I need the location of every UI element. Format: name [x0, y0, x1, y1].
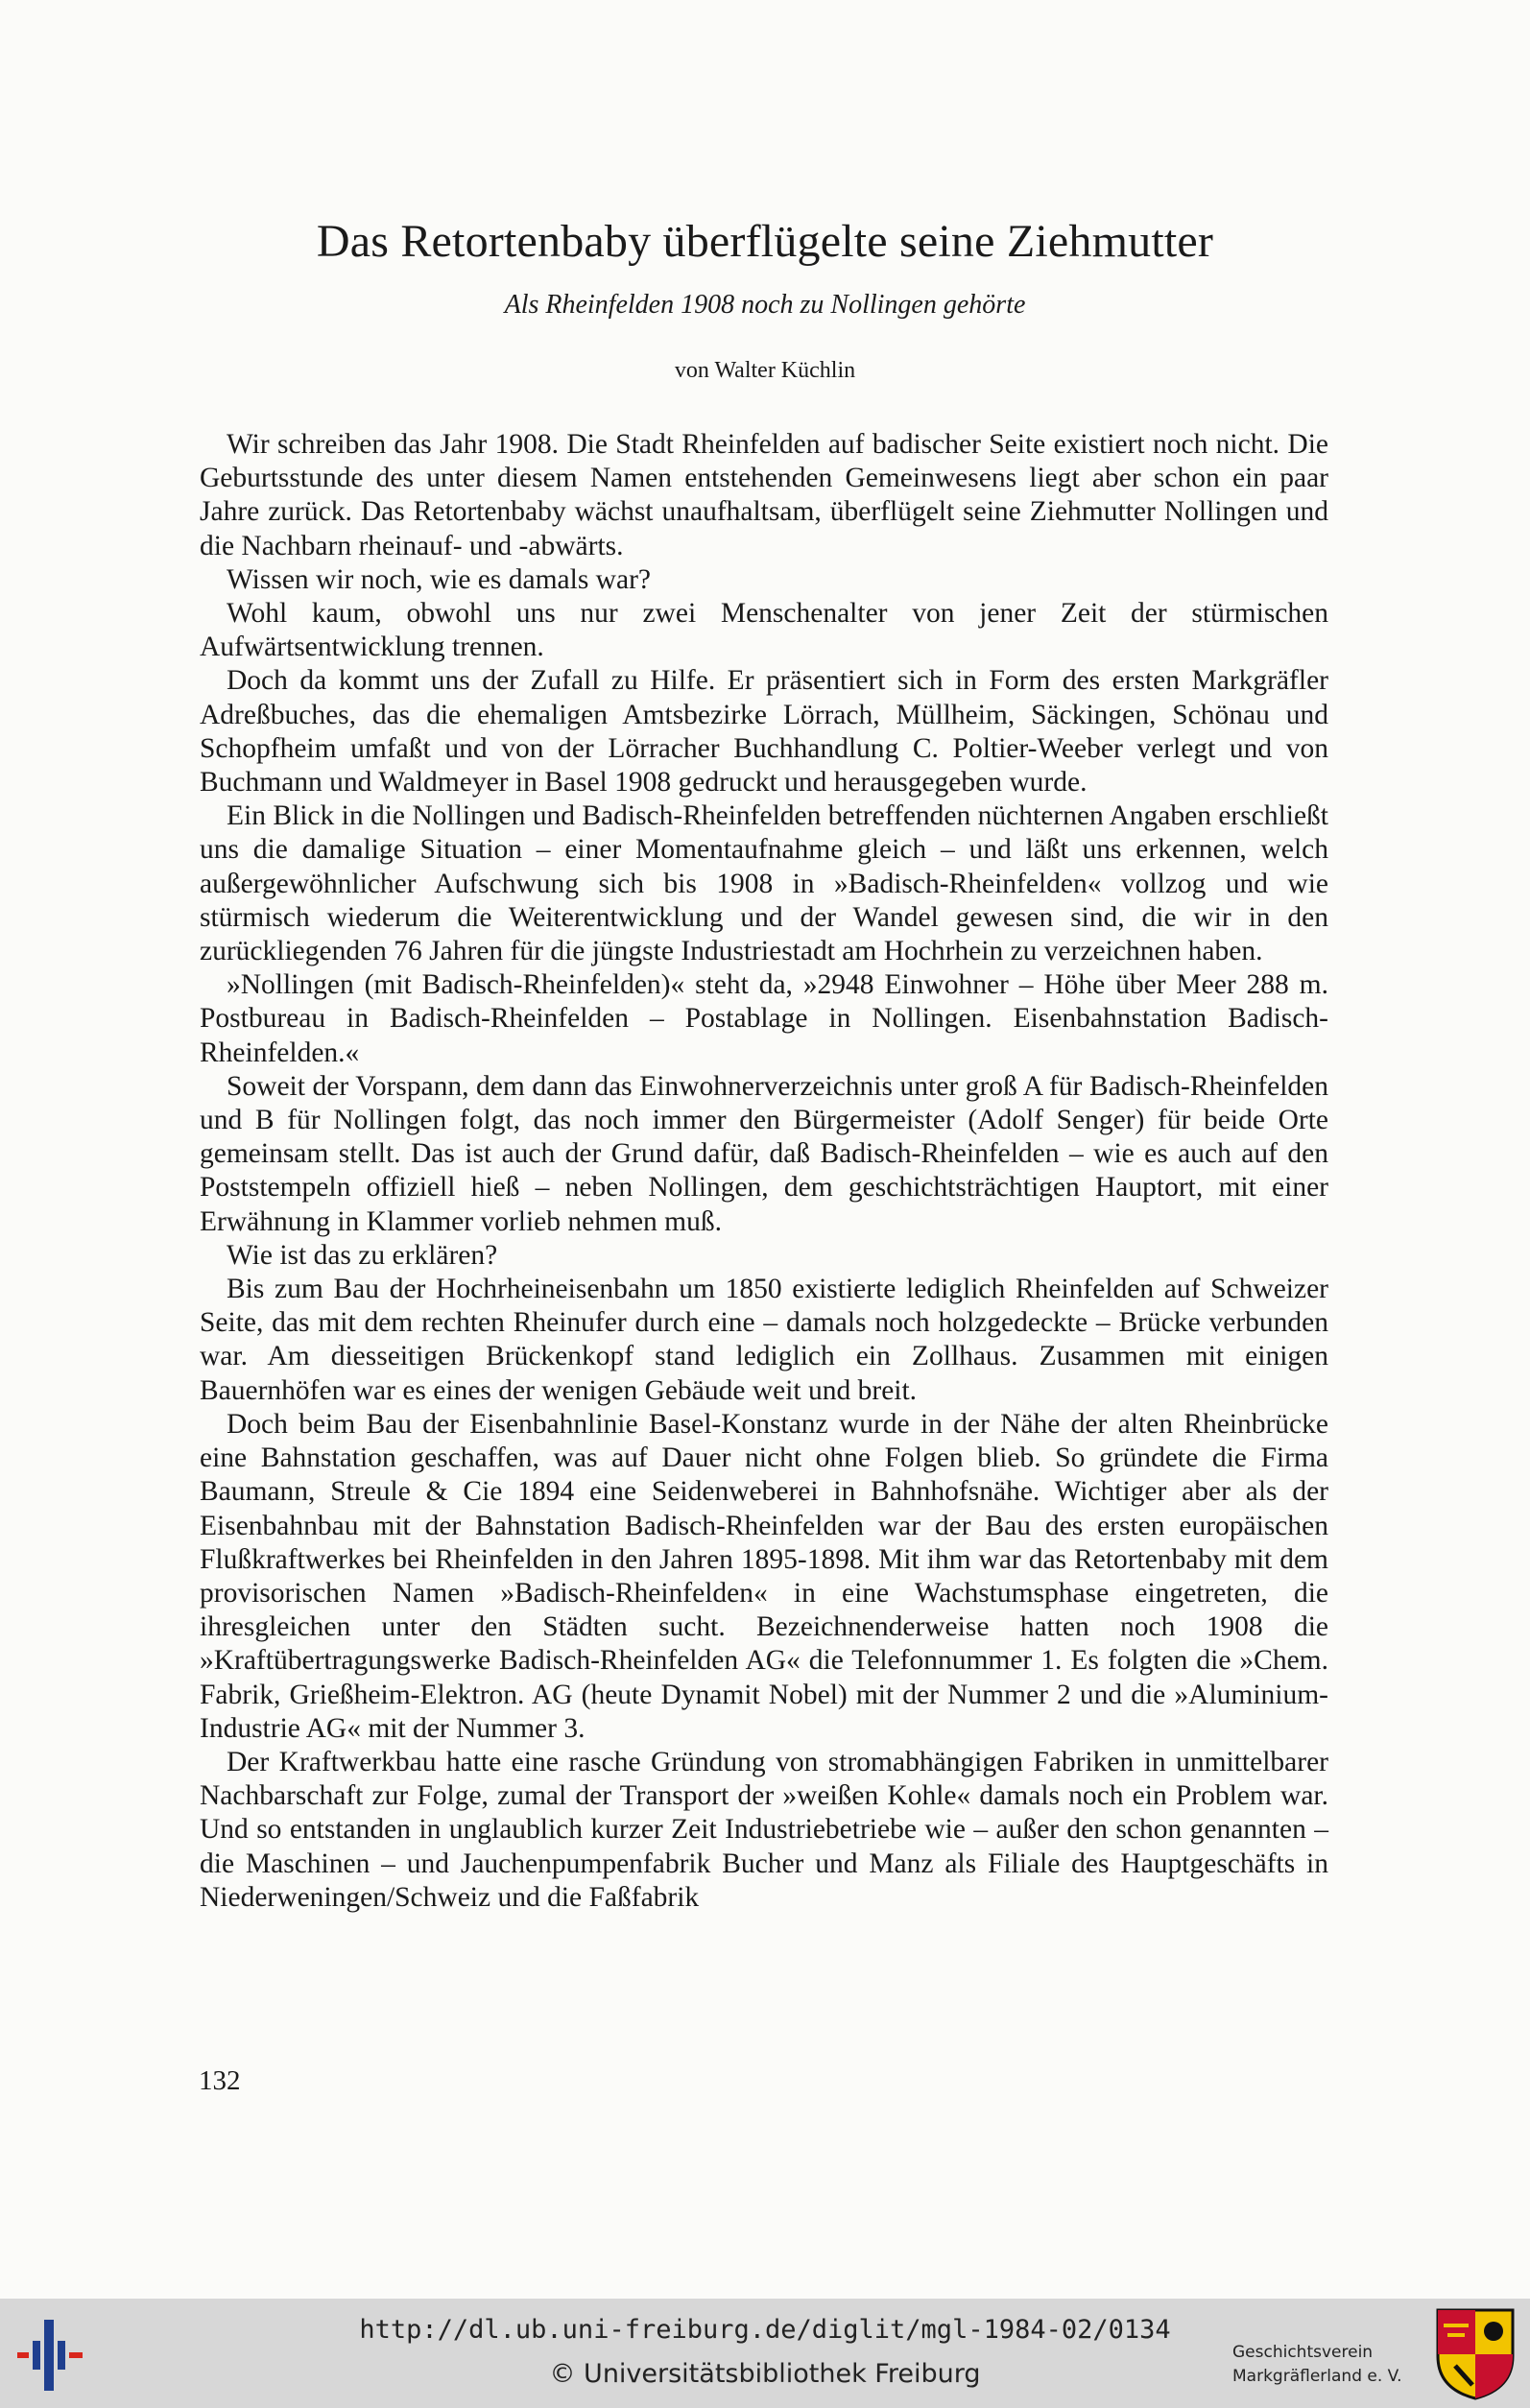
footer-bar [0, 2299, 1530, 2408]
paragraph: Wissen wir noch, wie es damals war? [227, 563, 651, 595]
society-name [1232, 2341, 1434, 2389]
page-number: 132 [199, 2065, 241, 2096]
paragraph: Doch da kommt uns der Zufall zu Hilfe. Er präsentiert sich in Form des ersten Markgräfler Adreßbuches, das die ehemaligen Amtsbezirke Lörrach, Müllheim, Säckingen, Schönau und Schopfheim umfaßt und von der Lörracher Buchhandlung C. Poltier-Weeber verlegt und von Buchmann und Waldmeyer in Basel 1908 gedruckt und herausgegeben wurde. [200, 665, 1328, 799]
article-body [200, 428, 1328, 1915]
paragraph: Wie ist das zu erklären? [227, 1239, 498, 1271]
article-byline: von Walter Küchlin [674, 358, 856, 383]
coat-of-arms-icon [1434, 2306, 1517, 2400]
copyright-notice: © Universitätsbibliothek Freiburg [549, 2359, 981, 2389]
paragraph: Soweit der Vorspann, dem dann das Einwohnerverzeichnis unter groß A für Badisch-Rheinfelden und B für Nollingen folgt, das noch immer den Bürgermeister (Adolf Senger) für beide Orte gemeinsam stellt. Das ist auch der Grund dafür, daß Badisch-Rheinfelden – wie es auch auf den Poststempeln offiziell hieß – neben Nollingen, dem geschichtsträchtigen Hauptort, mit einer Erwähnung in Klammer vorlieb nehmen muß. [200, 1070, 1328, 1237]
society-name-line2: Markgräflerland e. V. [1232, 2367, 1402, 2386]
paragraph: »Nollingen (mit Badisch-Rheinfelden)« steht da, »2948 Einwohner – Höhe über Meer 288 m. Postbureau in Badisch-Rheinfelden – Postablage in Nollingen. Eisenbahnstation Badisch-Rheinfelden.« [200, 969, 1328, 1068]
paragraph: Bis zum Bau der Hochrheineisenbahn um 1850 existierte lediglich Rheinfelden auf Schweizer Seite, das mit dem rechten Rheinufer durch eine – damals noch holzgedeckte – Brücke verbunden war. Am diesseitigen Brückenkopf stand lediglich ein Zollhaus. Zusammen mit einigen Bauernhöfen war es eines der wenigen Gebäude weit und breit. [200, 1274, 1328, 1406]
paragraph: Wir schreiben das Jahr 1908. Die Stadt Rheinfelden auf badischer Seite existiert noch nicht. Die Geburtsstunde des unter diesem Namen entstehenden Gemeinwesens liegt aber schon ein paar Jahre zurück. Das Retortenbaby wächst unaufhaltsam, überflügelt seine Ziehmutter Nollingen und die Nachbarn rheinauf- und -abwärts. [200, 429, 1328, 561]
paragraph: Der Kraftwerkbau hatte eine rasche Gründung von stromabhängigen Fabriken in unmittelbarer Nachbarschaft zur Folge, zumal der Transport der »weißen Kohle« damals noch ein Problem war. Und so entstanden in unglaublich kurzer Zeit Industriebetriebe wie – außer den schon genannten – die Maschinen – und Jauchenpumpenfabrik Bucher und Manz als Filiale des Hauptgeschäfts in Niederweningen/Schweiz und die Faßfabrik [200, 1746, 1328, 1913]
paragraph: Wohl kaum, obwohl uns nur zwei Menschenalter von jener Zeit der stürmischen Aufwärtsentwicklung trennen. [200, 598, 1328, 663]
document-url-link[interactable]: http://dl.ub.uni-freiburg.de/diglit/mgl-1984-02/0134 [359, 2315, 1171, 2345]
article-title: Das Retortenbaby überflügelte seine Ziehmutter [316, 216, 1214, 267]
paragraph: Ein Blick in die Nollingen und Badisch-Rheinfelden betreffenden nüchternen Angaben erschließt uns die damalige Situation – einer Momentaufnahme gleich – und läßt uns erkennen, welch außergewöhnlicher Aufschwung sich bis 1908 in »Badisch-Rheinfelden« vollzog und wie stürmisch wiederum die Weiterentwicklung und der Wandel gewesen sind, die wir in den zurückliegenden 76 Jahren für die jüngste Industriestadt am Hochrhein zu verzeichnen haben. [200, 800, 1328, 967]
society-name-line1: Geschichtsverein [1232, 2343, 1374, 2362]
article-subtitle: Als Rheinfelden 1908 noch zu Nollingen gehörte [504, 290, 1026, 320]
paragraph: Doch beim Bau der Eisenbahnlinie Basel-Konstanz wurde in der Nähe der alten Rheinbrücke eine Bahnstation geschaffen, was auf Dauer nicht ohne Folgen blieb. So gründete die Firma Baumann, Streule & Cie 1894 eine Seidenweberei in Bahnhofsnähe. Wichtiger aber als der Eisenbahnbau mit der Bahnstation Badisch-Rheinfelden war der Bau des ersten europäischen Flußkraftwerkes bei Rheinfelden in den Jahren 1895-1898. Mit ihm war das Retortenbaby mit dem provisorischen Namen »Badisch-Rheinfelden« in eine Wachstumsphase eingetreten, die ihresgleichen unter den Städten sucht. Bezeichnenderweise hatten noch 1908 die »Kraftübertragungswerke Badisch-Rheinfelden AG« die Telefonnummer 1. Es folgten die »Chem. Fabrik, Grießheim-Elektron. AG (heute Dynamit Nobel) mit der Nummer 2 und die »Aluminium-Industrie AG« mit der Nummer 3. [200, 1408, 1328, 1744]
